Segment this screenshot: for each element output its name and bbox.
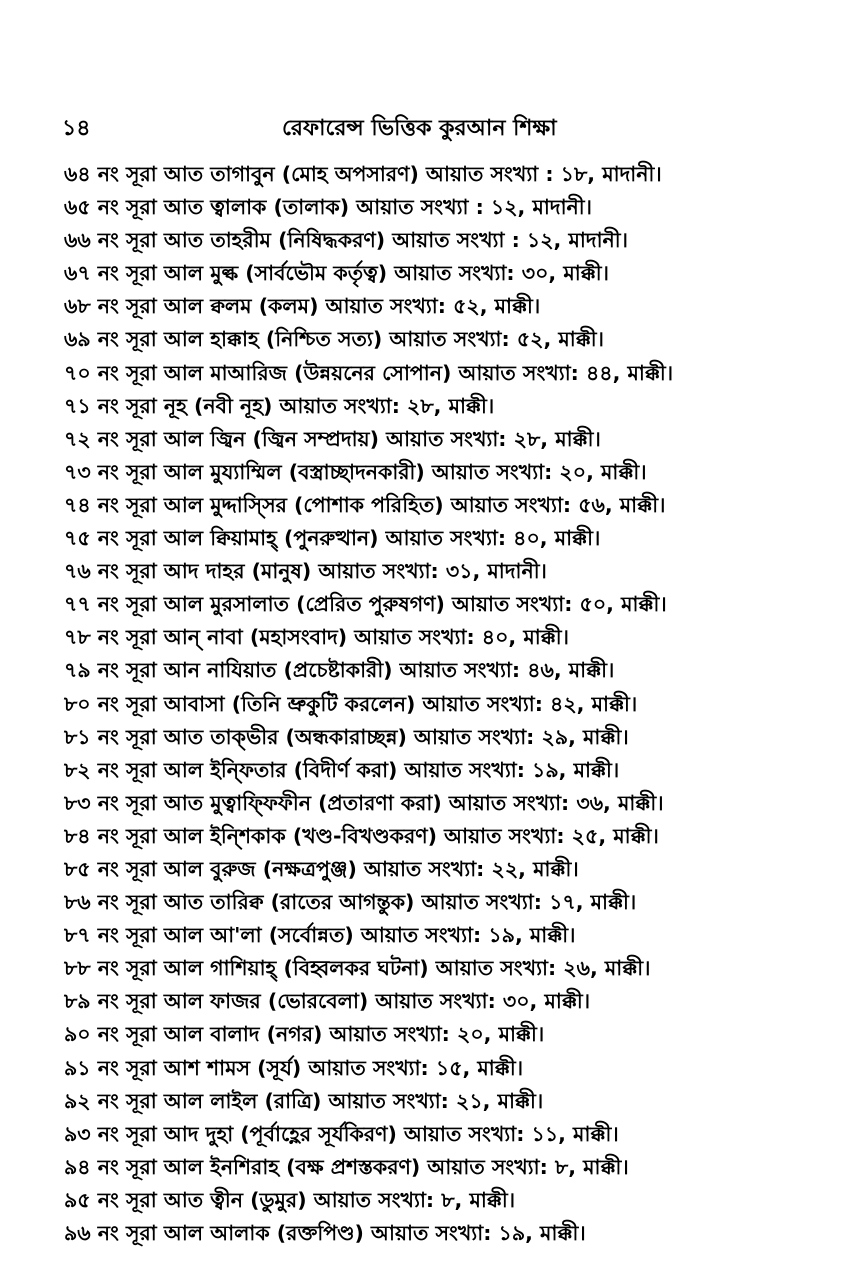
surah-entry: ৭৯ নং সূরা আন নাযিয়াত (প্রচেষ্টাকারী) আয়াত সংখ্যা: ৪৬, মাক্কী। [64,658,615,683]
surah-entry: ৮০ নং সূরা আবাসা (তিনি ভ্রুকুটি করলেন) আয়াত সংখ্যা: ৪২, মাক্কী। [64,691,638,716]
surah-entry: ৭০ নং সূরা আল মাআরিজ (উন্নয়নের সোপান) আয়াত সংখ্যা: ৪৪, মাক্কী। [64,360,674,385]
surah-entry: ৯৩ নং সূরা আদ দুহা (পূর্বাহ্ণের সূর্যকিরণ) আয়াত সংখ্যা: ১১, মাক্কী। [64,1121,619,1146]
surah-entry: ৯৬ নং সূরা আল আলাক (রক্তপিণ্ড) আয়াত সংখ্যা: ১৯, মাক্কী। [64,1221,586,1245]
surah-entry: ৮৪ নং সূরা আল ইন্শিকাক (খণ্ড-বিখণ্ডকরণ) আয়াত সংখ্যা: ২৫, মাক্কী। [64,823,659,848]
surah-entry: ৯০ নং সূরা আল বালাদ (নগর) আয়াত সংখ্যা: ২০, মাক্কী। [64,1022,545,1047]
surah-entry: ৭৬ নং সূরা আদ দাহর (মানুষ) আয়াত সংখ্যা: ৩১, মাদানী। [64,559,547,584]
surah-entry: ৮৮ নং সূরা আল গাশিয়াহ্ (বিহ্বলকর ঘটনা) আয়াত সংখ্যা: ২৬, মাক্কী। [64,956,651,981]
surah-entry: ৮৫ নং সূরা আল বুরুজ (নক্ষত্রপুঞ্জ) আয়াত সংখ্যা: ২২, মাক্কী। [64,856,579,881]
surah-entry: ৭৪ নং সূরা আল মুদ্দাস্সির (পোশাক পরিহিত) আয়াত সংখ্যা: ৫৬, মাক্কী। [64,492,666,517]
page-number: ১৪ [62,116,91,141]
page-header [62,112,792,146]
surah-list [64,158,844,1250]
surah-entry: ৯৫ নং সূরা আত ত্বীন (ডুমুর) আয়াত সংখ্যা: ৮, মাক্কী। [64,1187,516,1212]
surah-entry: ৭৩ নং সূরা আল মুয্যাম্মিল (বস্ত্রাচ্ছাদনকারী) আয়াত সংখ্যা: ২০, মাক্কী। [64,459,647,484]
surah-entry: ৬৫ নং সূরা আত ত্বালাক (তালাক) আয়াত সংখ্যা : ১২, মাদানী। [64,195,592,220]
surah-entry: ৮২ নং সূরা আল ইন্ফিতার (বিদীর্ণ করা) আয়াত সংখ্যা: ১৯, মাক্কী। [64,757,620,782]
running-title: রেফারেন্স ভিত্তিক কুরআন শিক্ষা [282,116,557,141]
surah-entry: ৭৭ নং সূরা আল মুরসালাত (প্রেরিত পুরুষগণ) আয়াত সংখ্যা: ৫০, মাক্কী। [64,592,667,617]
surah-entry: ৮৭ নং সূরা আল আ'লা (সর্বোন্নত) আয়াত সংখ্যা: ১৯, মাক্কী। [64,923,576,948]
surah-entry: ৯২ নং সূরা আল লাইল (রাত্রি) আয়াত সংখ্যা: ২১, মাক্কী। [64,1088,544,1113]
surah-entry: ৮১ নং সূরা আত তাক্ভীর (অন্ধকারাচ্ছন্ন) আয়াত সংখ্যা: ২৯, মাক্কী। [64,724,629,749]
surah-entry: ৯১ নং সূরা আশ শামস (সূর্য) আয়াত সংখ্যা: ১৫, মাক্কী। [64,1055,524,1080]
surah-entry: ৮৯ নং সূরা আল ফাজর (ভোরবেলা) আয়াত সংখ্যা: ৩০, মাক্কী। [64,989,591,1014]
surah-entry: ৭৮ নং সূরা আন্ নাবা (মহাসংবাদ) আয়াত সংখ্যা: ৪০, মাক্কী। [64,625,569,650]
surah-entry: ৭২ নং সূরা আল জ্বিন (জ্বিন সম্প্রদায়) আয়াত সংখ্যা: ২৮, মাক্কী। [64,426,601,451]
surah-entry: ৬৪ নং সূরা আত তাগাবুন (মোহ অপসারণ) আয়াত সংখ্যা : ১৮, মাদানী। [64,162,662,186]
surah-entry: ৬৮ নং সূরা আল ক্বলম (কলম) আয়াত সংখ্যা: ৫২, মাক্কী। [64,294,541,319]
surah-entry: ৭৫ নং সূরা আল ক্বিয়ামাহ্ (পুনরুত্থান) আয়াত সংখ্যা: ৪০, মাক্কী। [64,526,601,551]
surah-entry: ৭১ নং সূরা নূহ (নবী নূহ) আয়াত সংখ্যা: ২৮, মাক্কী। [64,393,495,418]
surah-entry: ৬৭ নং সূরা আল মুল্ক (সার্বভৌম কর্তৃত্ব) আয়াত সংখ্যা: ৩০, মাক্কী। [64,261,609,286]
surah-entry: ৯৪ নং সূরা আল ইনশিরাহ (বক্ষ প্রশস্তকরণ) আয়াত সংখ্যা: ৮, মাক্কী। [64,1154,629,1179]
surah-entry: ৬৬ নং সূরা আত তাহরীম (নিষিদ্ধকরণ) আয়াত সংখ্যা : ১২, মাদানী। [64,228,628,253]
surah-entry: ৮৬ নং সূরা আত তারিক্ব (রাতের আগন্তুক) আয়াত সংখ্যা: ১৭, মাক্কী। [64,890,637,915]
surah-entry: ৬৯ নং সূরা আল হাক্কাহ (নিশ্চিত সত্য) আয়াত সংখ্যা: ৫২, মাক্কী। [64,327,605,352]
surah-entry: ৮৩ নং সূরা আত মুত্বাফ্ফিফীন (প্রতারণা করা) আয়াত সংখ্যা: ৩৬, মাক্কী। [64,790,664,815]
